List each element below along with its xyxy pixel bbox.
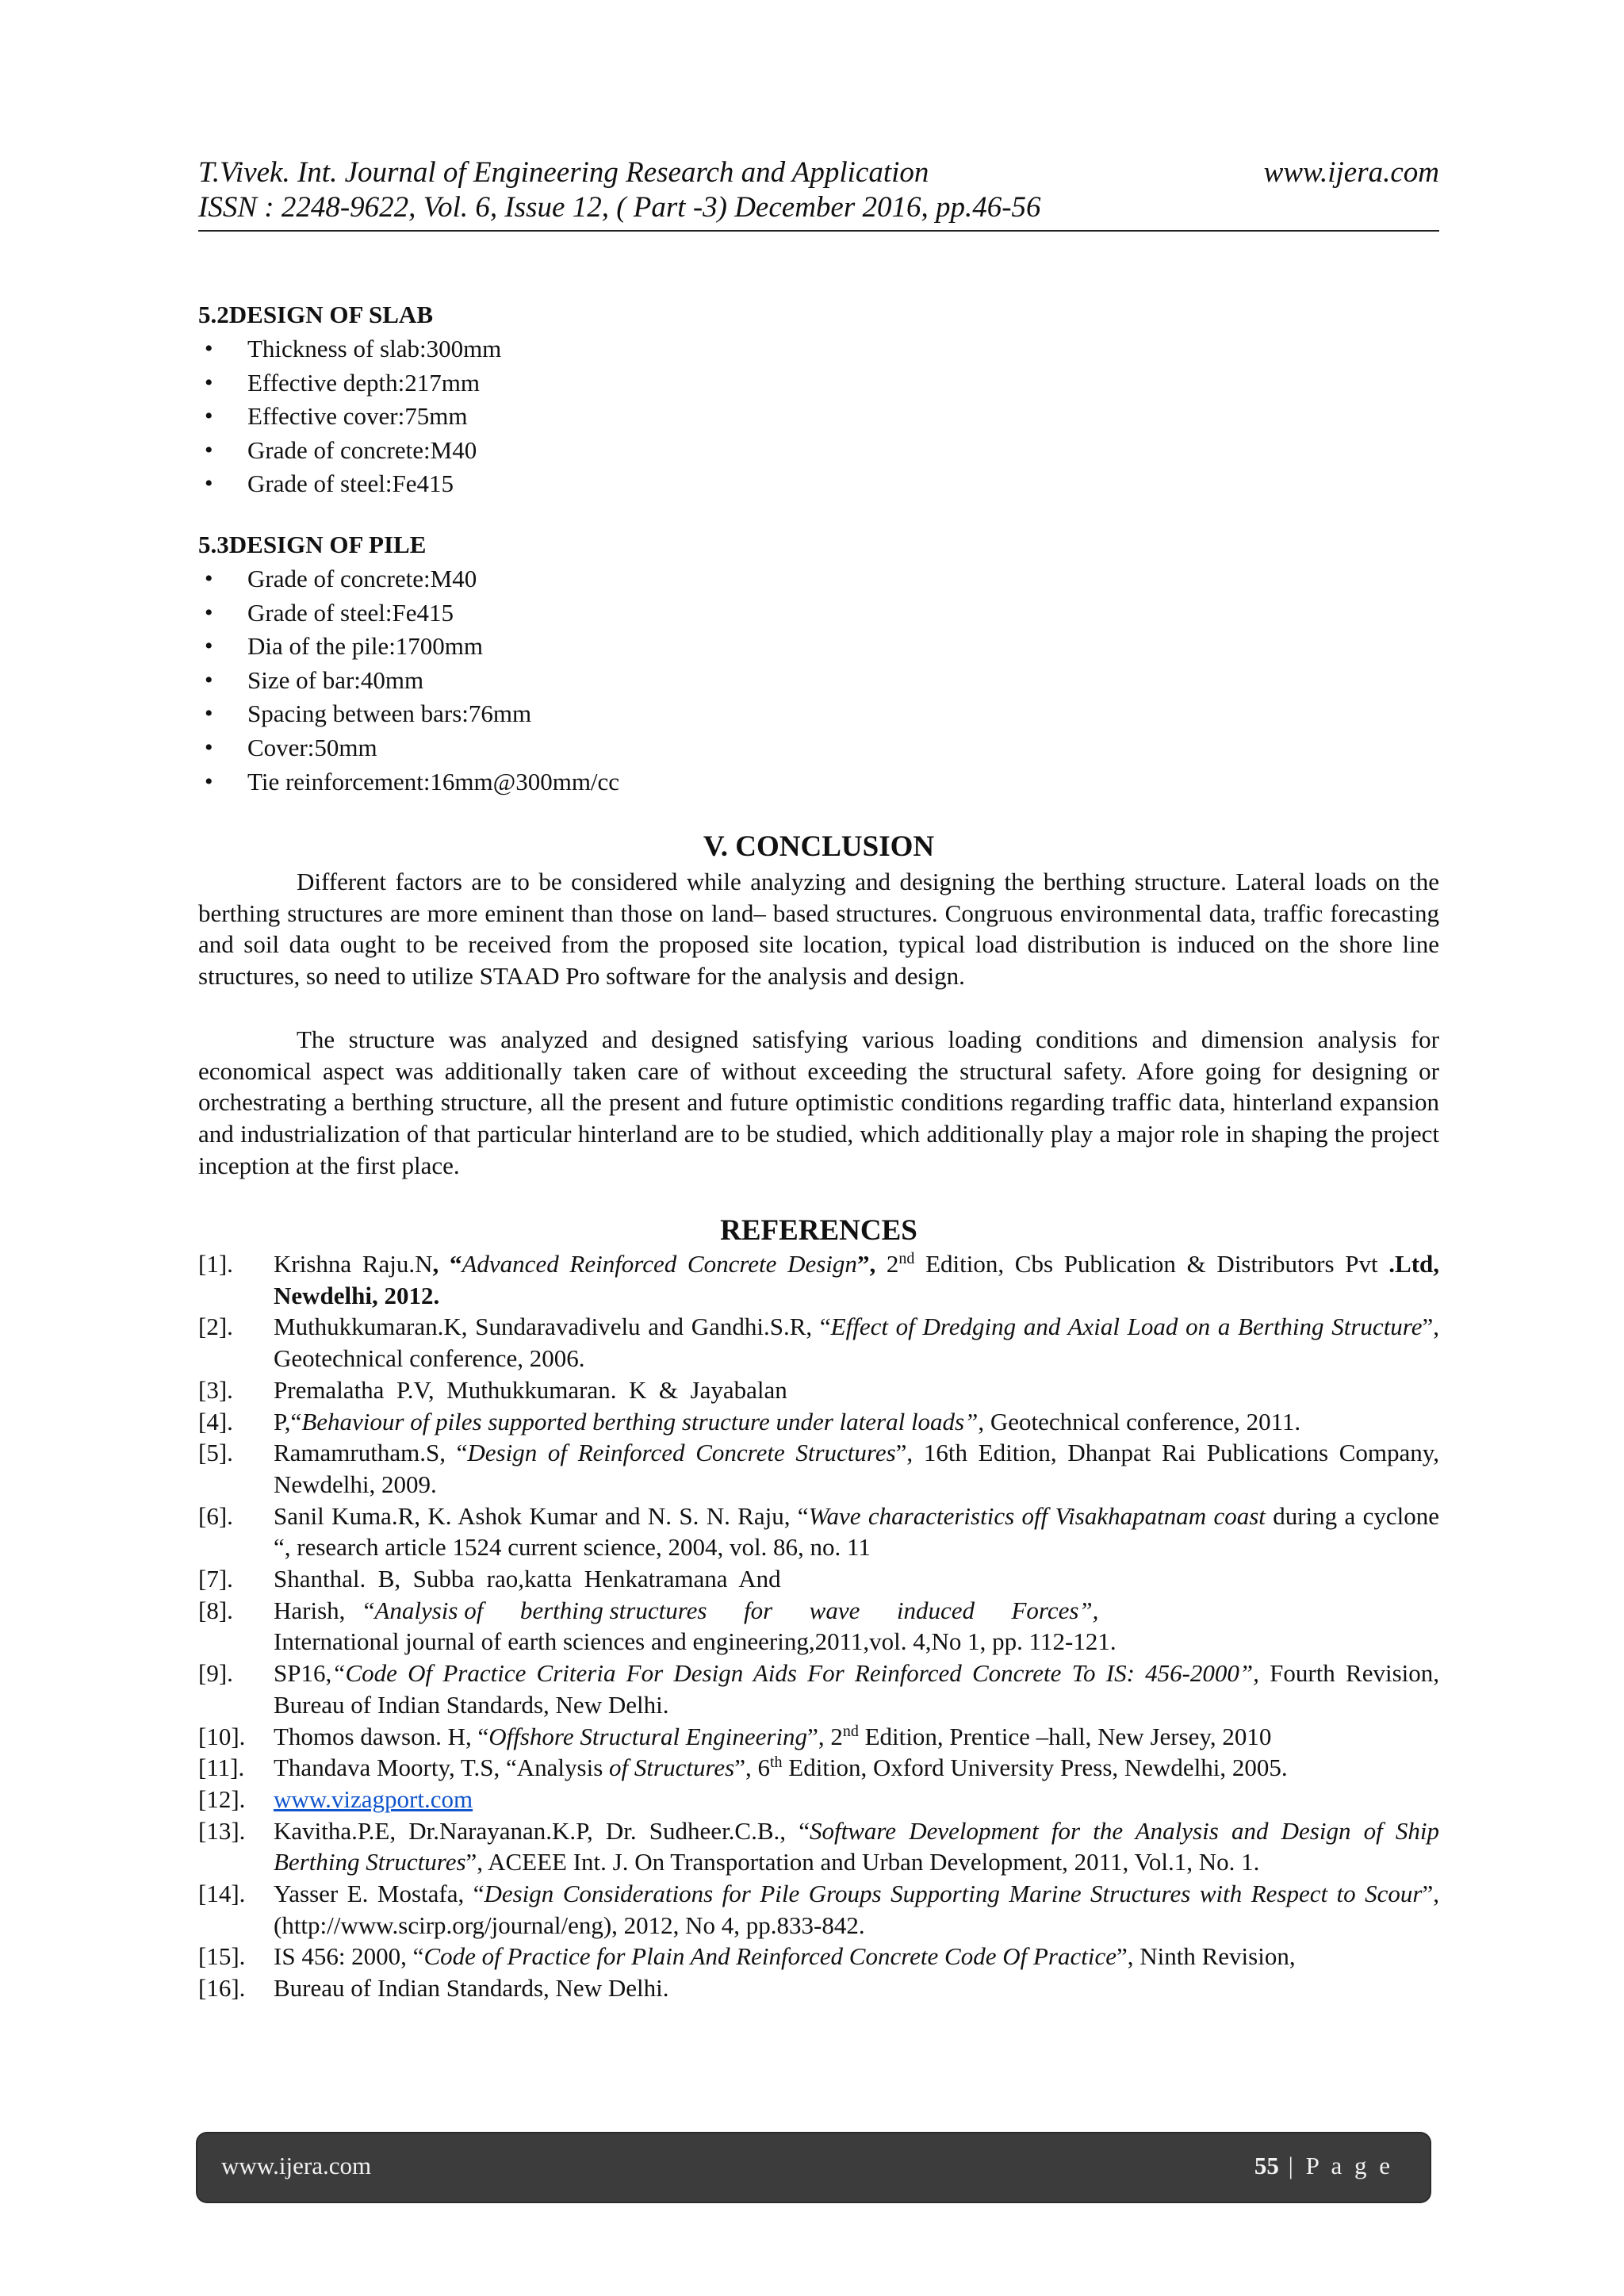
reference-item — [198, 1437, 1439, 1500]
footer-website: www.ijera.com — [221, 2152, 372, 2179]
reference-number: [9]. — [198, 1659, 233, 1688]
reference-number: [5]. — [198, 1439, 233, 1467]
ref-text: ”, 6 — [734, 1754, 770, 1782]
page-number — [1254, 2150, 1393, 2182]
ref-spread-line — [274, 1595, 1439, 1627]
reference-number: [15]. — [198, 1942, 246, 1971]
pile-heading: 5.3DESIGN OF PILE — [198, 531, 427, 558]
list-item: • Grade of concrete:M40 — [198, 562, 619, 596]
reference-number: [8]. — [198, 1596, 233, 1624]
ref-text: Harish, “ — [274, 1596, 375, 1624]
reference-item — [198, 1501, 1439, 1563]
ref-text: Ramamrutham.S, “ — [274, 1439, 468, 1467]
ref-text: SP16, — [274, 1659, 332, 1688]
reference-item — [198, 1248, 1439, 1311]
reference-number: [2]. — [198, 1313, 233, 1341]
reference-number: [13]. — [198, 1816, 246, 1845]
reference-item — [198, 1595, 1439, 1658]
reference-number: [11]. — [198, 1754, 245, 1782]
page-number-value: 55 — [1254, 2152, 1279, 2179]
page-label: | P a g e — [1278, 2152, 1393, 2179]
ref-text: 2 — [875, 1250, 899, 1278]
reference-item — [198, 1815, 1439, 1878]
ref-text: , “ — [432, 1250, 462, 1278]
reference-list — [198, 1248, 1439, 2004]
ref-text: Edition, Oxford University Press, Newdelhi, 2005. — [782, 1754, 1288, 1782]
list-item: • Spacing between bars:76mm — [198, 697, 619, 731]
ref-text: Thandava Moorty, T.S, “Analysis — [274, 1754, 610, 1782]
references-heading: REFERENCES — [720, 1214, 917, 1247]
reference-number: [7]. — [198, 1565, 233, 1593]
list-item: • Tie reinforcement:16mm@300mm/cc — [198, 765, 619, 799]
conclusion-paragraph-2: The structure was analyzed and designed satisfying various loading conditions and dimension analysis for economical aspect was additionally taken care of without exceeding the structural safety. Afore going for designing or orchestrating a berthing structure, all the present and future optimistic conditions regarding traffic data, hinterland expansion and industrialization of that particular hinterland are to be studied, which additionally play a major role in shaping the project inception at the first place. — [198, 1025, 1439, 1179]
ref-superscript: th — [769, 1754, 783, 1772]
reference-number: [12]. — [198, 1784, 246, 1813]
ref-text: Sanil Kuma.R, K. Ashok Kumar and N. S. N. Raju, “ — [274, 1501, 809, 1530]
ref-text: Krishna Raju.N — [274, 1250, 433, 1278]
list-item: • Dia of the pile:1700mm — [198, 630, 619, 664]
page-footer — [197, 2133, 1430, 2202]
ref-text: P,“ — [274, 1407, 302, 1435]
ref-text: Kavitha.P.E, Dr.Narayanan.K.P, Dr. Sudheer.C.B., “ — [274, 1816, 810, 1845]
reference-number: [16]. — [198, 1974, 246, 2003]
ref-text: Bureau of Indian Standards, New Delhi. — [274, 1974, 669, 2003]
ref-title: Analysis of berthing structures for wave induced Forces”, — [374, 1596, 1099, 1624]
list-item: • Effective depth:217mm — [198, 366, 501, 401]
reference-item — [198, 1784, 1439, 1815]
reference-number: [1]. — [198, 1250, 233, 1278]
ref-text: Premalatha P.V, Muthukkumaran. K & Jayabalan — [274, 1375, 787, 1404]
reference-item — [198, 1406, 1439, 1438]
list-item: • Grade of steel:Fe415 — [198, 596, 619, 631]
ref-text: ”, Ninth Revision, — [1116, 1942, 1296, 1971]
ref-title: Effect of Dredging and Axial Load on a Berthing Structure — [830, 1313, 1423, 1341]
ref-text: Yasser E. Mostafa, “ — [274, 1880, 485, 1908]
conclusion-heading: V. CONCLUSION — [703, 830, 935, 863]
running-header — [198, 155, 1439, 190]
ref-title: Offshore Structural Engineering — [488, 1722, 808, 1750]
reference-item — [198, 1721, 1439, 1753]
conclusion-paragraph-1: Different factors are to be considered while analyzing and designing the berthing structure. Lateral loads on the berthing structures are more eminent than those on land– based structures. Congruous environmental data, traffic forecasting and soil data ought to be received from the proposed site location, typical load distribution is induced on the shore line structures, so need to utilize STAAD Pro software for the analysis and design. — [198, 868, 1439, 991]
list-item: • Effective cover:75mm — [198, 400, 501, 434]
list-item: • Grade of concrete:M40 — [198, 434, 501, 468]
journal-title: T.Vivek. Int. Journal of Engineering Research and Application — [198, 156, 929, 189]
ref-text: ”, — [856, 1250, 876, 1278]
ref-title: “Code Of Practice Criteria For Design Aids For Reinforced Concrete To IS: 456-2000”, — [331, 1659, 1259, 1688]
ref-title: Code of Practice for Plain And Reinforced Concrete Code Of Practice — [423, 1942, 1116, 1971]
list-item: • Grade of steel:Fe415 — [198, 467, 501, 501]
reference-item — [198, 1563, 1439, 1595]
reference-item — [198, 1878, 1439, 1941]
ref-title: Design Considerations for Pile Groups Supporting Marine Structures with Respect to Scour — [484, 1880, 1423, 1908]
slab-heading: 5.2DESIGN OF SLAB — [198, 301, 433, 328]
ref-text: .Ltd, Newdelhi, 2012. — [274, 1250, 1440, 1309]
ref-text: ”, ACEEE Int. J. On Transportation and Urban Development, 2011, Vol.1, No. 1. — [465, 1848, 1260, 1876]
ref-text: during a cyclone “, research article 1524 current science, 2004, vol. 86, no. 11 — [274, 1501, 1439, 1562]
ref-text: IS 456: 2000, “ — [274, 1942, 424, 1971]
reference-item — [198, 1972, 1439, 2004]
reference-number: [10]. — [198, 1722, 246, 1750]
ref-text: , Geotechnical conference, 2011. — [978, 1407, 1301, 1435]
reference-number: [4]. — [198, 1407, 233, 1435]
ref-text: ”, (http://www.scirp.org/journal/eng), 2012, No 4, pp.833-842. — [274, 1880, 1439, 1939]
header-rule — [198, 230, 1439, 232]
ref-text: ”, Geotechnical conference, 2006. — [274, 1313, 1439, 1373]
ref-text: ”, 16th Edition, Dhanpat Rai Publications Company, Newdelhi, 2009. — [274, 1439, 1439, 1498]
journal-website: www.ijera.com — [1263, 156, 1439, 189]
reference-number: [3]. — [198, 1375, 233, 1404]
ref-superscript: nd — [842, 1722, 859, 1740]
ref-text: Muthukkumaran.K, Sundaravadivelu and Gandhi.S.R, “ — [274, 1313, 831, 1341]
list-item: • Cover:50mm — [198, 731, 619, 765]
issn-line: ISSN : 2248-9622, Vol. 6, Issue 12, ( Part -3) December 2016, pp.46-56 — [198, 191, 1041, 224]
ref-title: Design of Reinforced Concrete Structures — [467, 1439, 896, 1467]
reference-number: [14]. — [198, 1880, 246, 1908]
reference-item — [198, 1752, 1439, 1784]
ref-title: of Structures — [609, 1754, 735, 1782]
ref-text: ”, 2 — [807, 1722, 843, 1750]
vizagport-link[interactable]: www.vizagport.com — [274, 1784, 473, 1813]
reference-item — [198, 1374, 1439, 1406]
ref-text: Edition, Cbs Publication & Distributors Pvt — [914, 1250, 1389, 1278]
ref-text: Thomos dawson. H, “ — [274, 1722, 489, 1750]
ref-text: Shanthal. B, Subba rao,katta Henkatramana And — [274, 1565, 781, 1593]
ref-text: Fourth Revision, Bureau of Indian Standards, New Delhi. — [274, 1659, 1439, 1719]
reference-number: [6]. — [198, 1501, 233, 1530]
ref-title: Advanced Reinforced Concrete Design — [462, 1250, 857, 1278]
reference-item — [198, 1311, 1439, 1374]
ref-superscript: nd — [898, 1250, 915, 1267]
ref-title: Wave characteristics off Visakhapatnam coast — [808, 1501, 1266, 1530]
ref-title: Software Development for the Analysis and Design of Ship Berthing Structures — [274, 1816, 1440, 1876]
ref-title: Behaviour of piles supported berthing structure under lateral loads” — [301, 1407, 979, 1435]
slab-list — [198, 332, 501, 501]
ref-text: Edition, Prentice –hall, New Jersey, 2010 — [858, 1722, 1272, 1750]
list-item: • Size of bar:40mm — [198, 664, 619, 698]
ref-text: International journal of earth sciences and engineering,2011,vol. 4,No 1, pp. 112-121. — [274, 1627, 1116, 1656]
list-item: • Thickness of slab:300mm — [198, 332, 501, 366]
reference-item — [198, 1658, 1439, 1720]
pile-list — [198, 562, 619, 799]
reference-item — [198, 1941, 1439, 1972]
